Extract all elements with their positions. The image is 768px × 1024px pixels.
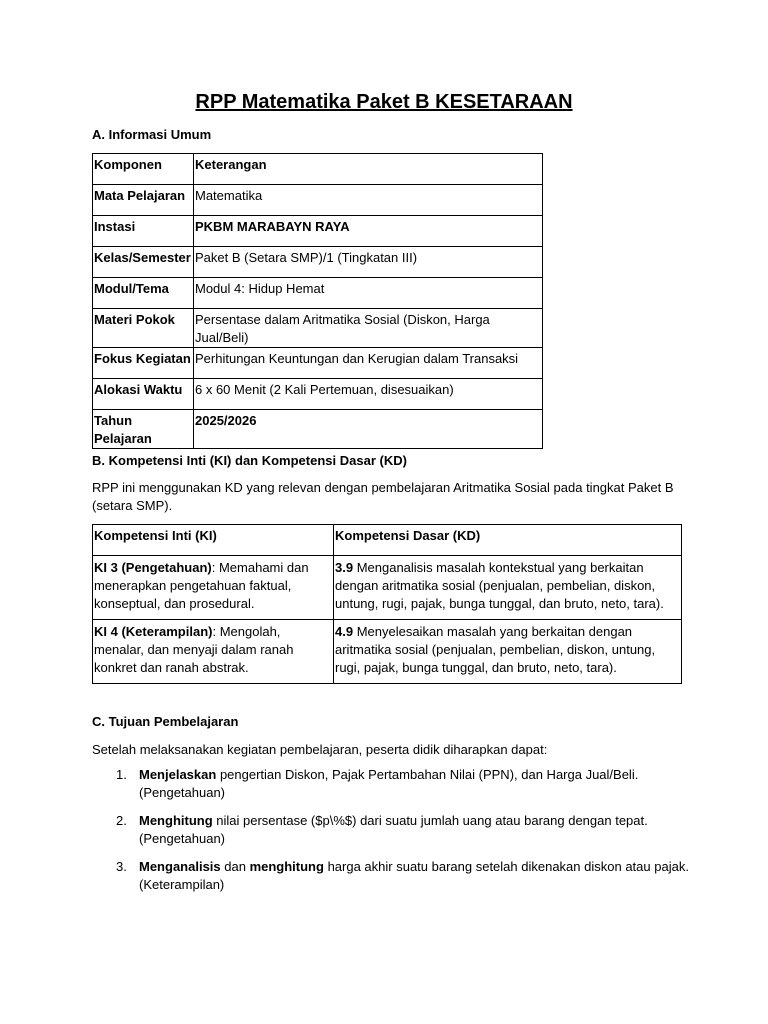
list-item xyxy=(92,858,692,894)
goal-verb: Menghitung xyxy=(139,813,213,828)
table-row xyxy=(93,309,543,348)
table-row xyxy=(93,556,682,620)
table-row xyxy=(93,185,543,216)
row-value: Matematika xyxy=(194,185,543,216)
row-label: Alokasi Waktu xyxy=(93,379,194,410)
kd-text: Menyelesaikan masalah yang berkaitan dengan aritmatika sosial (penjualan, pembelian, diskon, untung, rugi, pajak, bunga tunggal, dan bruto, neto, tara). xyxy=(335,624,656,675)
kd-cell xyxy=(334,620,682,684)
ki-label: KI 4 (Keterampilan) xyxy=(94,624,213,639)
row-value: 6 x 60 Menit (2 Kali Pertemuan, disesuaikan) xyxy=(194,379,543,410)
goal-verb: Menganalisis xyxy=(139,859,221,874)
list-number: 3. xyxy=(116,859,127,874)
goal-text: dan xyxy=(220,859,250,874)
row-label: Materi Pokok xyxy=(93,309,194,348)
kd-label: 3.9 xyxy=(335,560,354,575)
table-row xyxy=(93,348,543,379)
table-row xyxy=(93,379,543,410)
kd-cell xyxy=(334,556,682,620)
goal-text-2: harga akhir suatu barang setelah dikenakan diskon atau pajak. (Keterampilan) xyxy=(139,859,689,892)
ki-text: : Memahami dan menerapkan pengetahuan faktual, konseptual, dan prosedural. xyxy=(94,560,309,611)
table-row xyxy=(93,410,543,449)
row-value: PKBM MARABAYN RAYA xyxy=(194,216,543,247)
row-value: Paket B (Setara SMP)/1 (Tingkatan III) xyxy=(194,247,543,278)
header-keterangan: Keterangan xyxy=(194,154,543,185)
row-value: Perhitungan Keuntungan dan Kerugian dalam Transaksi xyxy=(194,348,543,379)
goal-text: nilai persentase ($p\%$) dari suatu jumlah uang atau barang dengan tepat. (Pengetahuan) xyxy=(139,813,648,846)
table-row xyxy=(93,278,543,309)
goal-verb: Menjelaskan xyxy=(139,767,217,782)
list-item xyxy=(92,766,692,802)
goal-text: pengertian Diskon, Pajak Pertambahan Nilai (PPN), dan Harga Jual/Beli. (Pengetahuan) xyxy=(139,767,639,800)
section-b-intro: RPP ini menggunakan KD yang relevan dengan pembelajaran Aritmatika Sosial pada tingkat Paket B (setara SMP). xyxy=(92,480,674,513)
info-table xyxy=(92,153,543,449)
section-c-heading: C. Tujuan Pembelajaran xyxy=(92,714,239,729)
row-value: Persentase dalam Aritmatika Sosial (Diskon, Harga Jual/Beli) xyxy=(194,309,543,348)
kd-label: 4.9 xyxy=(335,624,354,639)
row-label: Kelas/Semester xyxy=(93,247,194,278)
goal-verb-2: menghitung xyxy=(249,859,324,874)
table-row xyxy=(93,620,682,684)
ki-cell xyxy=(93,620,334,684)
section-b-heading: B. Kompetensi Inti (KI) dan Kompetensi Dasar (KD) xyxy=(92,453,407,468)
ki-cell xyxy=(93,556,334,620)
section-a-heading: A. Informasi Umum xyxy=(92,127,212,142)
row-value: Modul 4: Hidup Hemat xyxy=(194,278,543,309)
ki-kd-table xyxy=(92,524,682,684)
row-label: Instasi xyxy=(93,216,194,247)
list-number: 1. xyxy=(116,767,127,782)
row-label: Tahun Pelajaran xyxy=(93,410,194,449)
section-c-intro: Setelah melaksanakan kegiatan pembelajaran, peserta didik diharapkan dapat: xyxy=(92,742,548,757)
ki-text: : Mengolah, menalar, dan menyaji dalam ranah konkret dan ranah abstrak. xyxy=(94,624,294,675)
row-label: Fokus Kegiatan xyxy=(93,348,194,379)
header-komponen: Komponen xyxy=(93,154,194,185)
table-header-row xyxy=(93,525,682,556)
header-kd: Kompetensi Dasar (KD) xyxy=(334,525,682,556)
table-row xyxy=(93,247,543,278)
row-label: Mata Pelajaran xyxy=(93,185,194,216)
kd-text: Menganalisis masalah kontekstual yang berkaitan dengan aritmatika sosial (penjualan, pembelian, diskon, untung, rugi, pajak, bunga tunggal, dan bruto, neto, tara). xyxy=(335,560,664,611)
row-value: 2025/2026 xyxy=(194,410,543,449)
list-number: 2. xyxy=(116,813,127,828)
row-label: Modul/Tema xyxy=(93,278,194,309)
table-header-row xyxy=(93,154,543,185)
table-row xyxy=(93,216,543,247)
document-title: RPP Matematika Paket B KESETARAAN xyxy=(195,91,573,113)
header-ki: Kompetensi Inti (KI) xyxy=(93,525,334,556)
goals-list xyxy=(92,766,692,904)
list-item xyxy=(92,812,692,848)
ki-label: KI 3 (Pengetahuan) xyxy=(94,560,212,575)
